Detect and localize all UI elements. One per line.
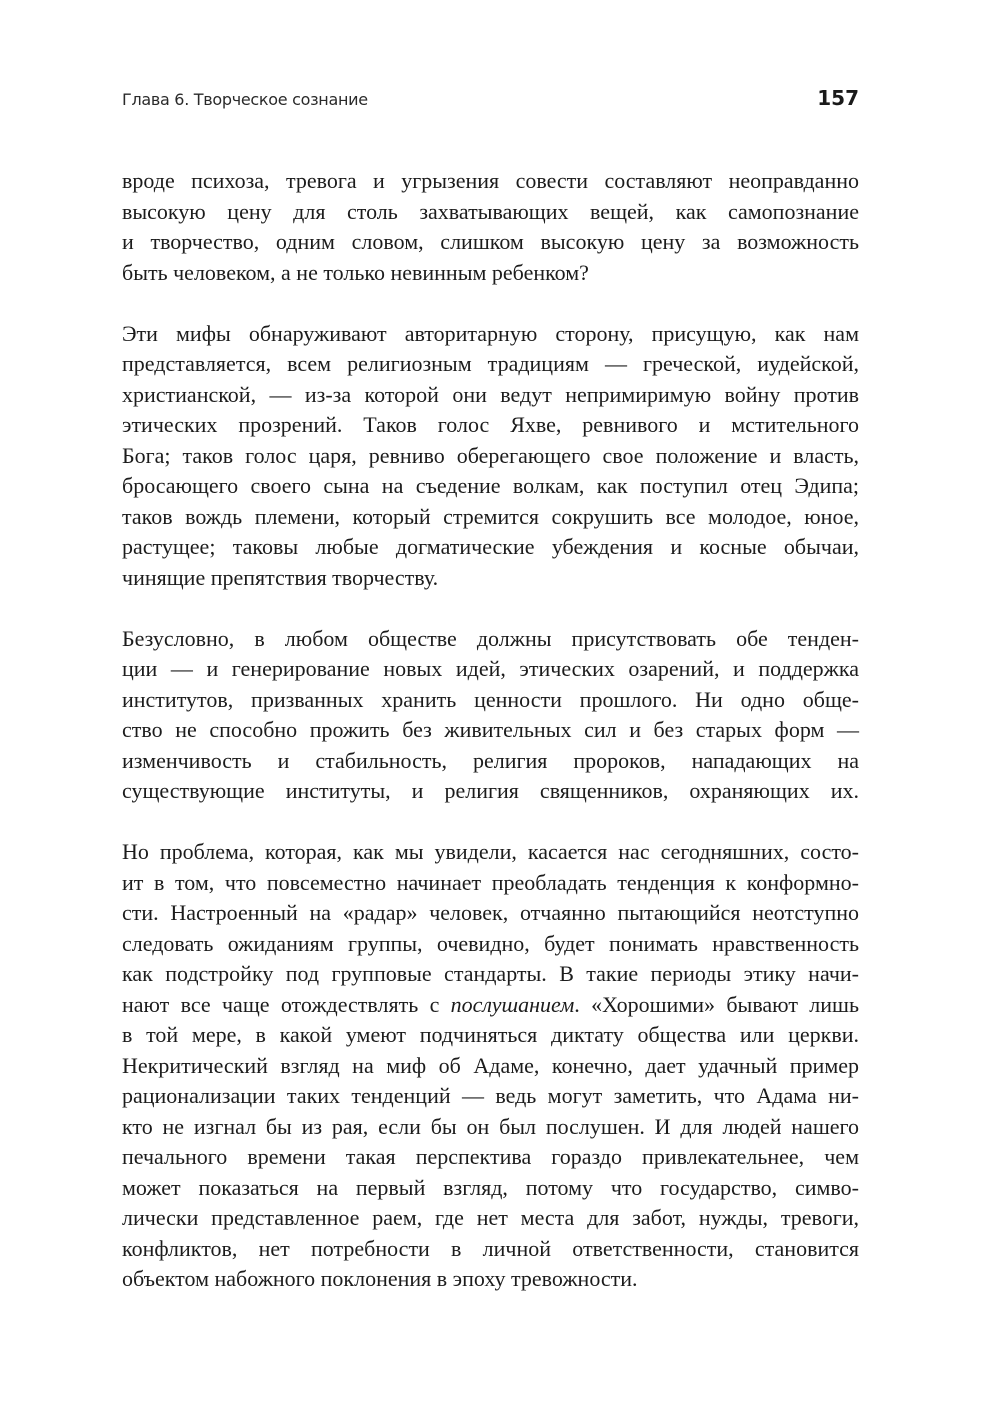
paragraph-1 [122, 166, 859, 288]
text-line: Эти мифы обнаруживают авторитарную сторону, присущую, как нам [122, 320, 859, 346]
text-line: этических прозрений. Таков голос Яхве, ревнивого и мстительного [122, 412, 859, 437]
text-line: сти. Настроенный на «радар» человек, отчаянно пытающийся неотступно [122, 900, 859, 925]
emphasized-word: послушанием [450, 991, 575, 1017]
text-line: ции — и генерирование новых идей, этических озарений, и поддержка [122, 656, 859, 681]
text-line: Но проблема, которая, как мы увидели, касается нас сегодняшних, состо- [122, 839, 859, 864]
text-line: таков вождь племени, который стремится сокрушить все молодое, юное, [122, 503, 859, 529]
text-line: ит в том, что повсеместно начинает преобладать тенденция к конформно- [122, 869, 859, 895]
text-line: печального времени такая перспектива гораздо привлекательнее, чем [122, 1144, 859, 1169]
text-line: высокую цену для столь захватывающих вещей, как самопознание [122, 198, 859, 224]
text-line: кто не изгнал бы из рая, если бы он был послушен. И для людей нашего [122, 1113, 859, 1139]
text-line: следовать ожиданиям группы, очевидно, будет понимать нравственность [122, 930, 859, 956]
text-line: растущее; таковы любые догматические убеждения и косные обычаи, [122, 534, 859, 559]
text-line: вроде психоза, тревога и угрызения совести составляют неоправданно [122, 168, 859, 193]
text-line: быть человеком, а не только невинным ребенком? [122, 259, 589, 285]
text-fragment: нают все чаще отождествлять с [122, 991, 451, 1017]
text-line: представляется, всем религиозным традициям — греческой, иудейской, [122, 351, 859, 376]
text-body [122, 166, 859, 1325]
text-line: Бога; таков голос царя, ревниво оберегающего свое положение и власть, [122, 442, 859, 468]
text-line: изменчивость и стабильность, религия пророков, нападающих на [122, 747, 859, 773]
running-head [122, 86, 859, 116]
text-line: бросающего своего сына на съедение волкам, как поступил отец Эдипа; [122, 473, 859, 498]
text-line: Некритический взгляд на миф об Адаме, конечно, дает удачный пример [122, 1052, 859, 1078]
text-line: ство не способно прожить без живительных сил и без старых форм — [122, 717, 859, 742]
page-number: 157 [817, 86, 859, 110]
text-line: объектом набожного поклонения в эпоху тревожности. [122, 1266, 638, 1291]
text-line: и творчество, одним словом, слишком высокую цену за возможность [122, 229, 859, 254]
text-line: в той мере, в какой умеют подчиняться диктату общества или церкви. [122, 1022, 859, 1047]
paragraph-2 [122, 319, 859, 594]
text-line: Безусловно, в любом обществе должны присутствовать обе тенден- [122, 625, 859, 651]
text-line: как подстройку под групповые стандарты. В такие периоды этику начи- [122, 961, 859, 986]
text-line: существующие институты, и религия священников, охраняющих их. [122, 778, 859, 803]
text-line: институтов, призванных хранить ценности прошлого. Ни одно обще- [122, 686, 859, 712]
text-line: рационализации таких тенденций — ведь могут заметить, что Адама ни- [122, 1083, 859, 1108]
text-line: чинящие препятствия творчеству. [122, 564, 439, 590]
text-line: лически представленное раем, где нет места для забот, нужды, тревоги, [122, 1205, 859, 1230]
paragraph-3 [122, 624, 859, 807]
paragraph-4 [122, 837, 859, 1295]
chapter-title: Глава 6. Творческое сознание [122, 90, 368, 109]
text-line: христианской, — из-за которой они ведут непримиримую войну против [122, 381, 859, 407]
text-fragment: . «Хорошими» бывают лишь [574, 991, 859, 1017]
text-line: может показаться на первый взгляд, потому что государство, симво- [122, 1174, 859, 1200]
text-line: конфликтов, нет потребности в личной ответственности, становится [122, 1235, 859, 1261]
text-line-with-emphasis [122, 990, 859, 1021]
